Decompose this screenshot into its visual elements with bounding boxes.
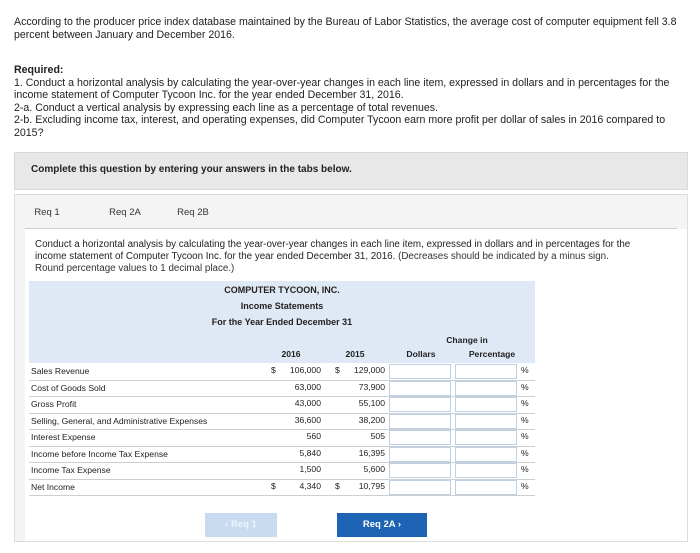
dollar-sign-2016: $ [271, 365, 276, 375]
change-dollars-input[interactable] [389, 364, 451, 379]
value-2016: 5,840 [299, 447, 321, 458]
table-row [29, 462, 535, 480]
col-2015-header: 2015 [345, 349, 365, 359]
row-label: Income before Income Tax Expense [31, 448, 168, 459]
tab-content [25, 229, 687, 541]
value-2015: 5,600 [363, 464, 385, 474]
next-button-label: Req 2A [362, 519, 396, 530]
percent-sign: % [521, 431, 529, 441]
change-percentage-input[interactable] [455, 463, 517, 478]
prev-button-label: Req 1 [230, 519, 257, 530]
table-row [29, 446, 535, 464]
value-2015: 16,395 [358, 447, 385, 458]
tab-req-1[interactable]: Req 1 [27, 201, 67, 225]
row-label: Gross Profit [31, 399, 77, 409]
col-percentage-header: Percentage [468, 349, 516, 359]
value-2015: 505 [370, 431, 385, 441]
col-dollars-header: Dollars [406, 349, 436, 359]
change-dollars-input[interactable] [389, 447, 451, 462]
required-item-1: 1. Conduct a horizontal analysis by calculating the year-over-year changes in each line item, expressed in dollars and in percentages for the income statement of Computer Tycoon Inc. for the year ended December 31, 2016. [14, 76, 670, 101]
table-row [29, 380, 535, 398]
statement-header [29, 281, 535, 333]
statement-title: Income Statements [240, 301, 324, 311]
value-2016: 43,000 [294, 398, 321, 408]
row-label: Income Tax Expense [31, 465, 111, 475]
statement-period: For the Year Ended December 31 [211, 317, 353, 327]
value-2015: 10,795 [358, 480, 385, 491]
row-label: Cost of Goods Sold [31, 382, 106, 393]
table-row [29, 429, 535, 447]
row-label: Selling, General, and Administrative Expenses [31, 415, 208, 426]
col-2016-header: 2016 [281, 349, 301, 359]
value-2016: 4,340 [299, 480, 321, 491]
change-percentage-input[interactable] [455, 381, 517, 396]
answer-panel [14, 194, 688, 542]
change-dollars-input[interactable] [389, 381, 451, 396]
value-2016: 560 [306, 431, 321, 441]
value-2016: 106,000 [289, 365, 321, 375]
complete-question-bar [14, 152, 688, 190]
instruction-block [35, 239, 635, 275]
dollar-sign-2015: $ [335, 480, 340, 491]
required-item-2a: 2-a. Conduct a vertical analysis by expressing each line as a percentage of total revenues. [14, 101, 438, 114]
change-dollars-input[interactable] [389, 397, 451, 412]
row-label: Interest Expense [31, 432, 96, 442]
change-percentage-input[interactable] [455, 364, 517, 379]
intro-text: According to the producer price index database maintained by the Bureau of Labor Statistics, the average cost of computer equipment fell 3.8 percent between January and December 2016. [14, 16, 677, 41]
chevron-right-icon: › [395, 519, 402, 530]
value-2015: 73,900 [358, 381, 385, 392]
table-row [29, 479, 535, 497]
table-row [29, 413, 535, 431]
change-dollars-input[interactable] [389, 414, 451, 429]
tab-req-2a[interactable]: Req 2A [99, 201, 151, 225]
value-2016: 1,500 [299, 464, 321, 474]
dollar-sign-2015: $ [335, 365, 340, 375]
income-statement-table [29, 281, 535, 541]
change-dollars-input[interactable] [389, 430, 451, 445]
complete-question-text: Complete this question by entering your answers in the tabs below. [31, 164, 352, 175]
percent-sign: % [521, 398, 529, 408]
value-2016: 63,000 [294, 381, 321, 392]
percent-sign: % [521, 447, 529, 458]
instruction-note: (Decreases should be indicated by a minus sign. Round percentage values to 1 decimal place.) [35, 251, 609, 274]
value-2015: 38,200 [358, 414, 385, 425]
value-2015: 129,000 [353, 365, 385, 375]
row-label: Sales Revenue [31, 366, 90, 376]
percent-sign: % [521, 414, 529, 425]
percent-sign: % [521, 480, 529, 491]
change-dollars-input[interactable] [389, 480, 451, 495]
percent-sign: % [521, 381, 529, 392]
percent-sign: % [521, 365, 529, 375]
problem-intro [14, 16, 690, 42]
prev-button[interactable] [205, 513, 277, 537]
change-percentage-input[interactable] [455, 397, 517, 412]
change-percentage-input[interactable] [455, 447, 517, 462]
row-label: Net Income [31, 481, 75, 492]
percent-sign: % [521, 464, 529, 474]
required-item-2b: 2-b. Excluding income tax, interest, and operating expenses, did Computer Tycoon earn more profit per dollar of sales in 2016 compared to 2015? [14, 114, 666, 139]
required-section [14, 64, 690, 139]
table-row [29, 396, 535, 414]
change-percentage-input[interactable] [455, 430, 517, 445]
table-row [29, 363, 535, 381]
value-2015: 55,100 [358, 398, 385, 408]
change-percentage-input[interactable] [455, 414, 517, 429]
dollar-sign-2016: $ [271, 480, 276, 491]
tab-req-2b[interactable]: Req 2B [173, 201, 213, 225]
instruction-text: Conduct a horizontal analysis by calculating the year-over-year changes in each line item, expressed in dollars and in percentages for the income statement of Computer Tycoon Inc. for the year ended December 31, 2016. [35, 239, 631, 262]
required-heading: Required: [14, 64, 64, 76]
company-name: COMPUTER TYCOON, INC. [224, 285, 340, 295]
chevron-left-icon: ‹ [225, 519, 231, 530]
change-dollars-input[interactable] [389, 463, 451, 478]
change-in-header: Change in [446, 335, 488, 345]
column-header-row [29, 333, 535, 363]
next-button[interactable] [337, 513, 427, 537]
change-percentage-input[interactable] [455, 480, 517, 495]
value-2016: 36,600 [294, 414, 321, 425]
